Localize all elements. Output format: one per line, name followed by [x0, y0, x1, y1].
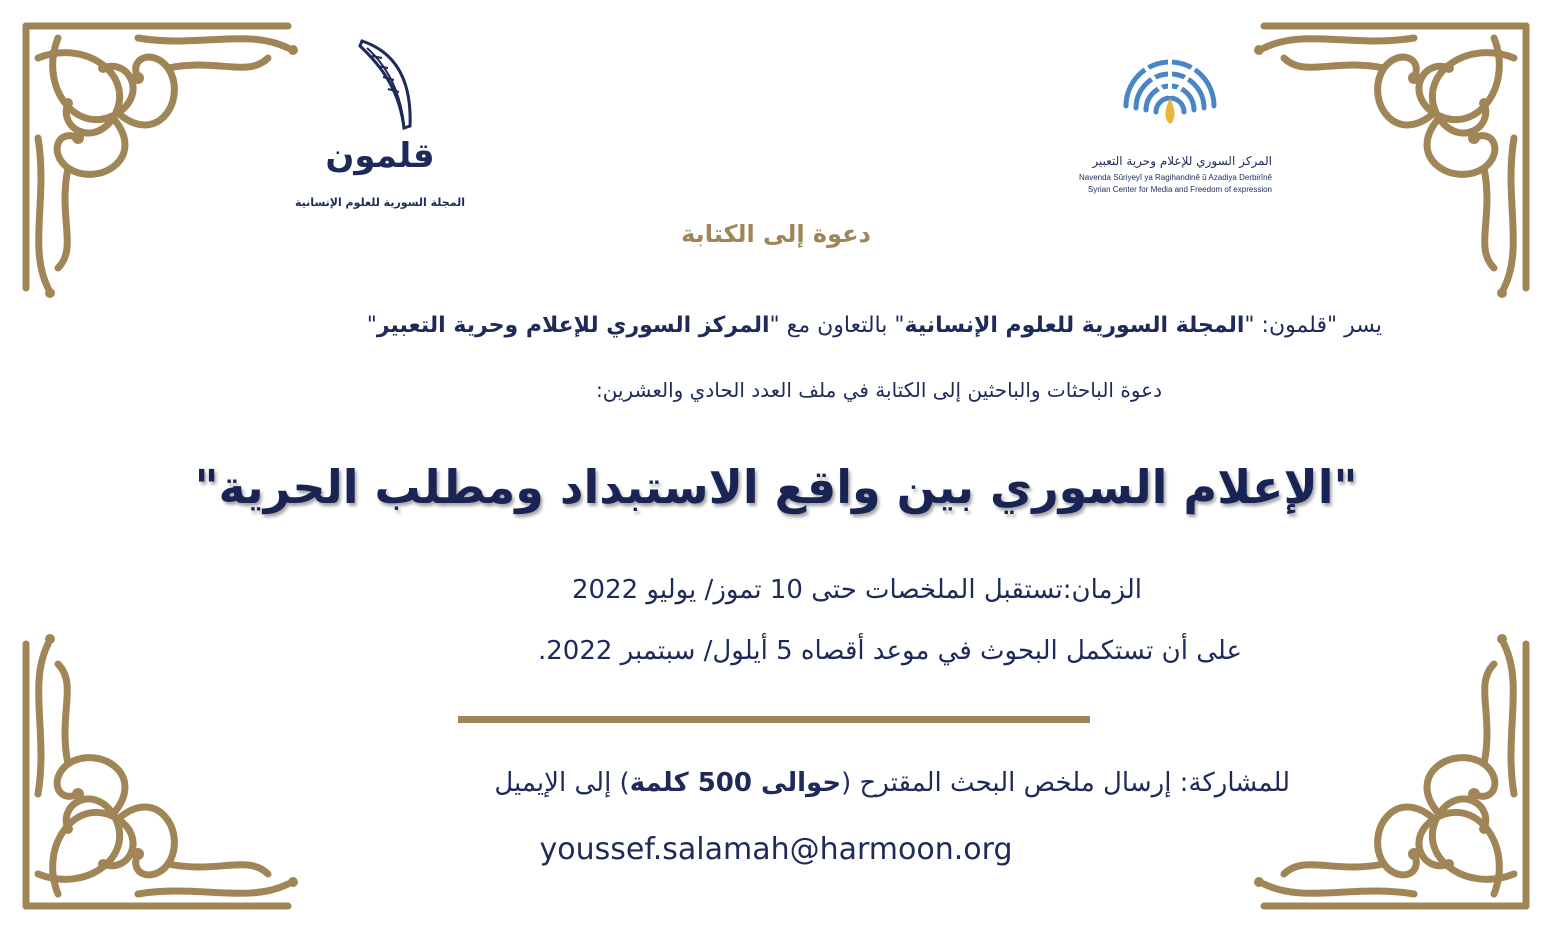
intro-suffix: " — [366, 313, 377, 338]
gold-divider — [458, 716, 1090, 723]
center-name-kurdish: Navenda Sûriyeyî ya Ragihandinê û Azadiya Derbirînê — [1078, 173, 1272, 182]
participation-prefix: للمشاركة: إرسال ملخص البحث المقترح ( — [841, 768, 1290, 798]
paper-deadline: على أن تستكمل البحوث في موعد أقصاه 5 أيلول/ سبتمبر 2022. — [537, 636, 1242, 666]
issue-main-title: "الإعلام السوري بين واقع الاستبداد ومطلب الحرية" — [194, 460, 1358, 514]
syrian-center-logo — [1060, 36, 1280, 206]
intro-line — [367, 313, 1382, 338]
corner-ornament-bottom-left — [18, 634, 298, 914]
contact-email-link[interactable]: youssef.salamah@harmoon.org — [539, 832, 1013, 867]
invite-researchers-line: دعوة الباحثات والباحثين إلى الكتابة في ملف العدد الحادي والعشرين: — [595, 378, 1162, 402]
invitation-heading — [0, 220, 1552, 248]
abstract-deadline: الزمان:تستقبل الملخصات حتى 10 تموز/ يوليو 2022 — [571, 575, 1142, 605]
center-name-arabic: المركز السوري للإعلام وحرية التعبير — [1092, 154, 1272, 168]
invitation-heading-text: دعوة إلى الكتابة — [681, 220, 871, 248]
intro-prefix: يسر "قلمون: " — [1244, 313, 1382, 338]
participation-line — [494, 768, 1290, 798]
corner-ornament-top-left — [18, 18, 298, 298]
intro-journal-name: المجلة السورية للعلوم الإنسانية — [904, 313, 1245, 338]
corner-ornament-bottom-right — [1254, 634, 1534, 914]
qalamoun-subtitle: المجلة السورية للعلوم الإنسانية — [295, 196, 465, 209]
feather-pen-icon — [352, 36, 422, 136]
qalamoun-brand-name: قلمون — [325, 136, 435, 176]
corner-ornament-top-right — [1254, 18, 1534, 298]
participation-word-count: حوالى 500 كلمة — [629, 768, 842, 798]
intro-center-name: المركز السوري للإعلام وحرية التعبير — [376, 313, 770, 338]
participation-suffix: ) إلى الإيميل — [494, 768, 630, 798]
qalamoun-logo — [290, 36, 470, 209]
center-name-english: Syrian Center for Media and Freedom of expression — [1087, 185, 1272, 194]
radio-waves-flame-icon — [1118, 36, 1222, 140]
intro-middle: " بالتعاون مع " — [769, 313, 905, 338]
